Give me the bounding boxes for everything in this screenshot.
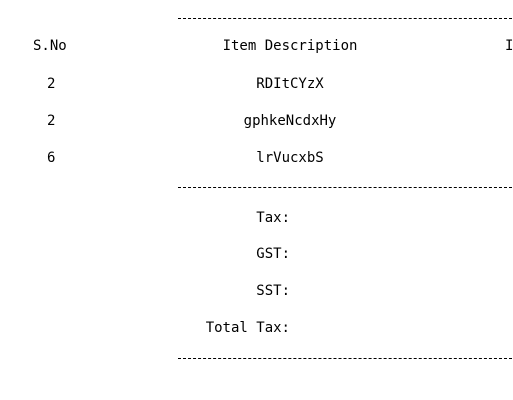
row-1-description: RDItCYzX	[256, 76, 324, 92]
gst-label: GST:	[256, 246, 290, 262]
third-column-header: I	[505, 38, 513, 54]
sno-header: S.No	[33, 38, 67, 54]
sst-label: SST:	[256, 283, 290, 299]
row-1-sno: 2	[47, 76, 56, 92]
row-2-sno: 2	[47, 113, 56, 129]
row-3-description: lrVucxbS	[256, 150, 324, 166]
middle-divider	[178, 187, 512, 188]
row-3-sno: 6	[47, 150, 56, 166]
row-2-description: gphkeNcdxHy	[243, 113, 337, 129]
total-tax-label: Total Tax:	[205, 320, 290, 336]
top-divider	[178, 18, 512, 19]
tax-label: Tax:	[256, 210, 290, 226]
item-description-header: Item Description	[222, 38, 358, 54]
bottom-divider	[178, 358, 512, 359]
